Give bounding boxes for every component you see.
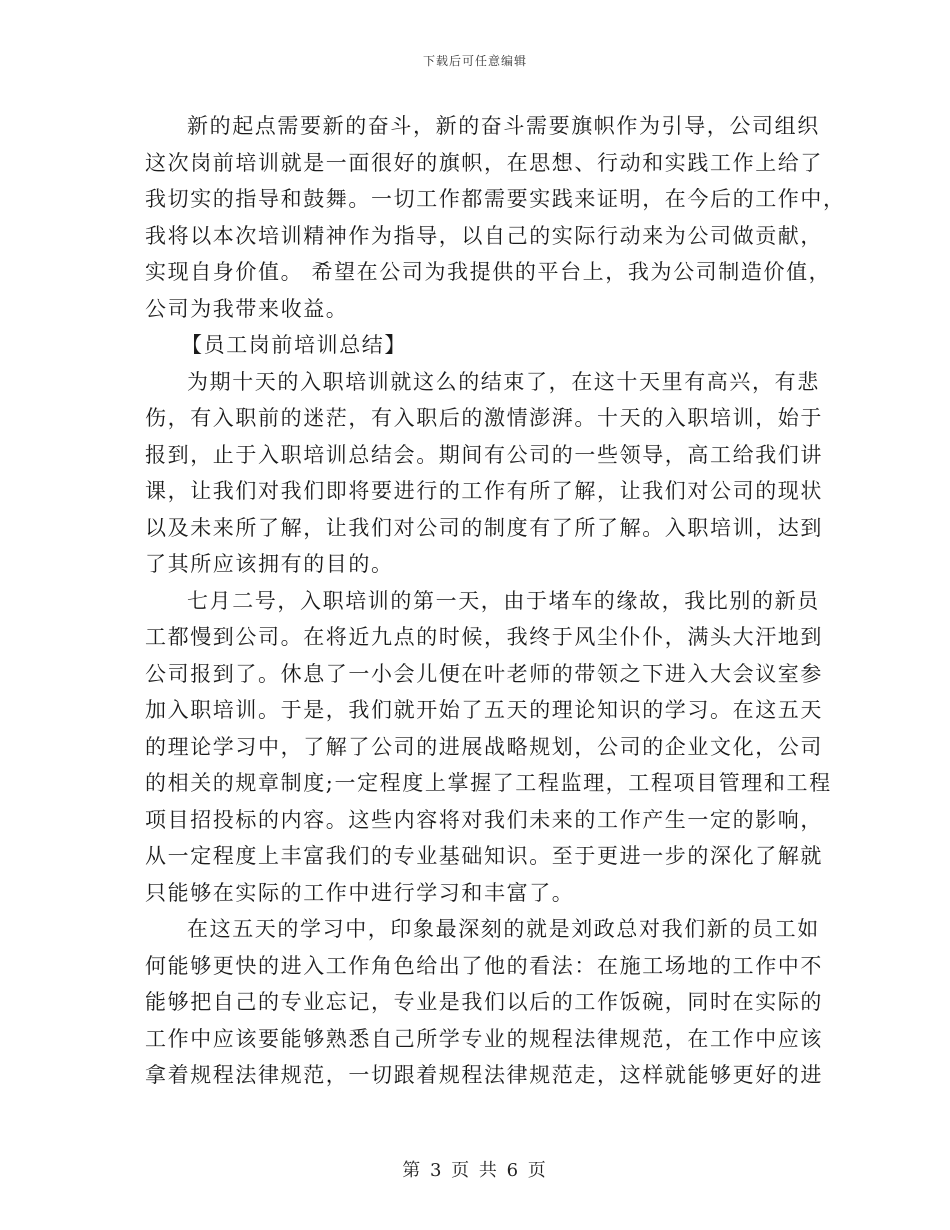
paragraph-line: 公司报到了。休息了一小会儿便在叶老师的带领之下进入大会议室参	[145, 661, 823, 686]
paragraph-line: 工作中应该要能够熟悉自己所学专业的规程法律规范，在工作中应该	[145, 1026, 823, 1051]
paragraph-line: 我切实的指导和鼓舞。一切工作都需要实践来证明，在今后的工作中，	[145, 187, 846, 211]
paragraph-line: 七月二号，入职培训的第一天，由于堵车的缘故，我比别的新员	[187, 588, 820, 613]
paragraph-line: 为期十天的入职培训就这么的结束了，在这十天里有高兴，有悲	[187, 369, 820, 394]
paragraph-line: 公司为我带来收益。	[145, 296, 349, 321]
paragraph-line: 在这五天的学习中，印象最深刻的就是刘政总对我们新的员工如	[187, 917, 820, 941]
paragraph-line: 从一定程度上丰富我们的专业基础知识。至于更进一步的深化了解就	[145, 844, 823, 868]
page-header: 下载后可任意编辑	[422, 54, 527, 68]
paragraph-3	[145, 583, 832, 912]
paragraph-line: 的理论学习中，了解了公司的进展战略规划，公司的企业文化，公司	[145, 734, 823, 759]
paragraph-line: 工都慢到公司。在将近九点的时候，我终于风尘仆仆，满头大汗地到	[145, 625, 823, 649]
paragraph-line: 课，让我们对我们即将要进行的工作有所了解，让我们对公司的现状	[145, 479, 823, 503]
paragraph-line: 加入职培训。于是，我们就开始了五天的理论知识的学习。在这五天	[145, 698, 823, 722]
document-body	[145, 108, 846, 1094]
paragraph-line: 报到，止于入职培训总结会。期间有公司的一些领导，高工给我们讲	[145, 442, 823, 467]
paragraph-1	[145, 108, 846, 327]
paragraph-line: 我将以本次培训精神作为指导，以自己的实际行动来为公司做贡献，	[145, 223, 823, 248]
paragraph-line: 了其所应该拥有的目的。	[145, 552, 394, 576]
paragraph-line: 新的起点需要新的奋斗，新的奋斗需要旗帜作为引导，公司组织	[187, 114, 820, 138]
paragraph-line: 以及未来所了解，让我们对公司的制度有了所了解。入职培训，达到	[145, 515, 823, 540]
paragraph-line: 何能够更快的进入工作角色给出了他的看法：在施工场地的工作中不	[145, 953, 823, 978]
paragraph-line: 项目招投标的内容。这些内容将对我们未来的工作产生一定的影响，	[145, 807, 823, 832]
page-number: 第 3 页 共 6 页	[402, 1160, 548, 1181]
paragraph-line: 这次岗前培训就是一面很好的旗帜，在思想、行动和实践工作上给了	[145, 150, 823, 175]
section-title: 【员工岗前培训总结】	[181, 333, 407, 357]
paragraph-line: 只能够在实际的工作中进行学习和丰富了。	[145, 880, 575, 905]
paragraph-line: 拿着规程法律规范，一切跟着规程法律规范走，这样就能够更好的进	[145, 1063, 823, 1087]
paragraph-line: 能够把自己的专业忘记，专业是我们以后的工作饭碗，同时在实际的	[145, 990, 823, 1014]
paragraph-line: 伤，有入职前的迷茫，有入职后的激情澎湃。十天的入职培训，始于	[145, 406, 823, 430]
paragraph-line: 的相关的规章制度;一定程度上掌握了工程监理，工程项目管理和工程	[145, 771, 832, 795]
paragraph-line: 实现自身价值。 希望在公司为我提供的平台上，我为公司制造价值，	[145, 260, 832, 284]
paragraph-4	[145, 911, 823, 1094]
paragraph-2	[145, 364, 823, 583]
